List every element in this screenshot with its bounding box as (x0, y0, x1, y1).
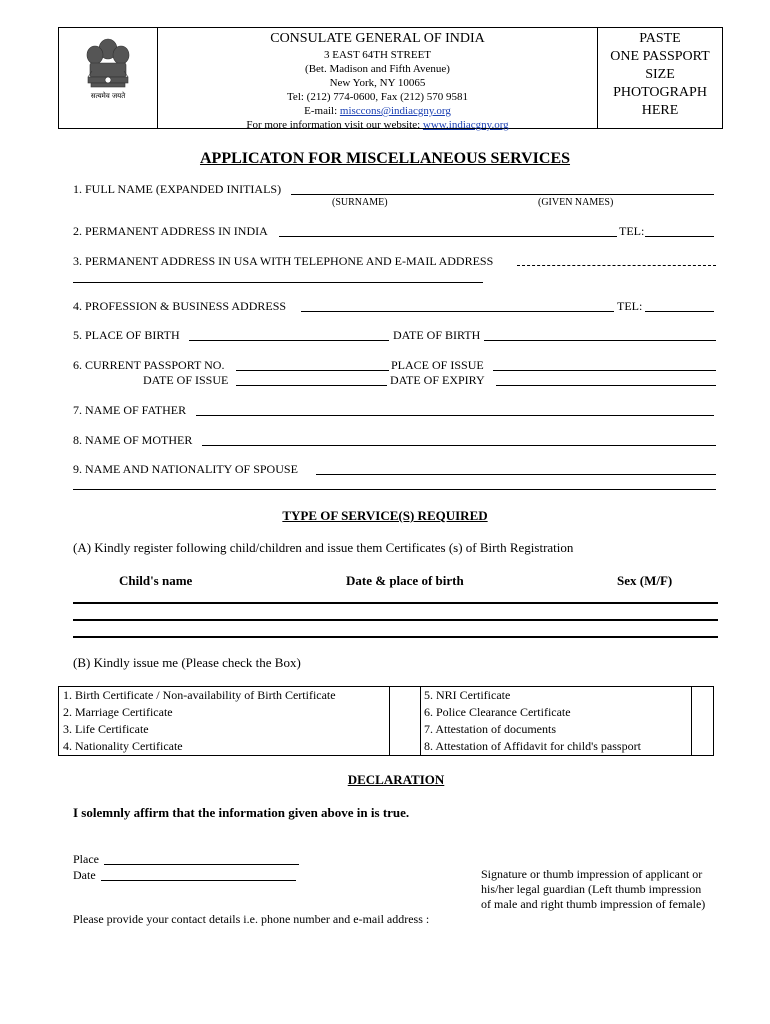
form-title: APPLICATON FOR MISCELLANEOUS SERVICES (199, 150, 571, 167)
date-of-birth-field[interactable] (484, 340, 716, 341)
photo-text-line: SIZE (645, 67, 675, 82)
india-tel-label: TEL: (619, 224, 645, 238)
child-row-2[interactable] (73, 619, 718, 621)
services-right-column (420, 687, 690, 755)
place-of-birth-label: 5. PLACE OF BIRTH (73, 328, 180, 342)
place-of-issue-label: PLACE OF ISSUE (391, 358, 484, 372)
service-item: 5. NRI Certificate (424, 688, 511, 702)
address-line-1: 3 EAST 64TH STREET (323, 49, 432, 61)
photo-text-line: PHOTOGRAPH (613, 85, 707, 100)
signature-note (481, 867, 705, 912)
signature-note-line: Signature or thumb impression of applicant or (481, 867, 703, 881)
surname-caption: (SURNAME) (332, 197, 388, 208)
place-of-issue-field[interactable] (493, 370, 716, 371)
passport-no-label: 6. CURRENT PASSPORT NO. (73, 358, 225, 372)
services-right-checkbox[interactable] (691, 687, 714, 755)
child-row-1[interactable] (73, 602, 718, 604)
passport-no-field[interactable] (236, 370, 389, 371)
profession-tel-label: TEL: (617, 299, 643, 313)
services-table (58, 686, 714, 756)
profession-field[interactable] (301, 311, 614, 312)
signature-note-line: his/her legal guardian (Left thumb impression (481, 882, 702, 896)
address-line-2: (Bet. Madison and Fifth Avenue) (305, 63, 450, 75)
service-item: 1. Birth Certificate / Non-availability of Birth Certificate (63, 688, 336, 702)
date-of-issue-label: DATE OF ISSUE (143, 373, 229, 387)
usa-address-field[interactable] (517, 265, 716, 266)
emblem-caption: सत्यमेव जयते (90, 92, 126, 100)
mother-name-field[interactable] (202, 445, 716, 446)
check-box-instruction: (B) Kindly issue me (Please check the Box) (73, 655, 301, 670)
email-label: E-mail: (304, 105, 340, 117)
tel-fax: Tel: (212) 774-0600, Fax (212) 570 9581 (286, 91, 468, 103)
consulate-address-block (158, 30, 597, 132)
profession-tel-field[interactable] (645, 311, 714, 312)
usa-address-field-line2[interactable] (73, 282, 483, 283)
child-row-3[interactable] (73, 636, 718, 638)
services-left-column (59, 687, 389, 755)
profession-label: 4. PROFESSION & BUSINESS ADDRESS (73, 299, 287, 313)
birth-registration-text: (A) Kindly register following child/children and issue them Certificates (s) of Birth Registration (73, 540, 574, 555)
website-row (158, 118, 597, 132)
date-of-expiry-label: DATE OF EXPIRY (390, 373, 485, 387)
mother-name-label: 8. NAME OF MOTHER (73, 433, 193, 447)
photo-text-line: PASTE (639, 31, 681, 46)
place-field[interactable] (104, 864, 299, 865)
service-item: 2. Marriage Certificate (63, 705, 173, 719)
national-emblem-icon (58, 27, 158, 129)
spouse-label: 9. NAME AND NATIONALITY OF SPOUSE (73, 462, 298, 476)
father-name-label: 7. NAME OF FATHER (73, 403, 187, 417)
photo-text-line: ONE PASSPORT (610, 49, 710, 64)
service-item: 7. Attestation of documents (424, 722, 556, 736)
india-tel-field[interactable] (645, 236, 714, 237)
email-link[interactable]: misccons@indiacgny.org (339, 105, 451, 117)
photo-text-line: HERE (641, 103, 679, 118)
services-heading: TYPE OF SERVICE(S) REQUIRED (282, 508, 488, 523)
website-link[interactable]: www.indiacgny.org (422, 119, 509, 131)
usa-address-label: 3. PERMANENT ADDRESS IN USA WITH TELEPHONE AND E-MAIL ADDRESS (73, 254, 494, 268)
service-item: 3. Life Certificate (63, 722, 149, 736)
emblem-cell (58, 27, 158, 129)
given-names-caption: (GIVEN NAMES) (538, 197, 614, 208)
col-child-name: Child's name (119, 573, 193, 588)
service-item: 8. Attestation of Affidavit for child's passport (424, 739, 641, 753)
col-sex: Sex (M/F) (617, 573, 673, 588)
photo-instruction (597, 30, 723, 120)
father-name-field[interactable] (196, 415, 714, 416)
service-item: 4. Nationality Certificate (63, 739, 183, 753)
date-field[interactable] (101, 880, 296, 881)
contact-note: Please provide your contact details i.e. phone number and e-mail address : (73, 912, 430, 926)
address-line-3: New York, NY 10065 (329, 77, 426, 89)
india-address-label: 2. PERMANENT ADDRESS IN INDIA (73, 224, 268, 238)
col-date-place: Date & place of birth (346, 573, 464, 588)
date-of-birth-label: DATE OF BIRTH (393, 328, 481, 342)
service-item: 6. Police Clearance Certificate (424, 705, 571, 719)
full-name-field[interactable] (291, 194, 714, 195)
date-of-expiry-field[interactable] (496, 385, 716, 386)
india-address-field[interactable] (279, 236, 617, 237)
declaration-heading: DECLARATION (347, 772, 445, 787)
place-of-birth-field[interactable] (189, 340, 389, 341)
signature-note-line: of male and right thumb impression of female) (481, 897, 706, 911)
full-name-label: 1. FULL NAME (EXPANDED INITIALS) (73, 182, 282, 196)
services-left-checkbox[interactable] (389, 687, 421, 755)
date-label: Date (73, 868, 96, 882)
declaration-statement: I solemnly affirm that the information given above in is true. (73, 805, 410, 820)
email-row (158, 104, 597, 118)
spouse-field[interactable] (316, 474, 716, 475)
spouse-field-line2[interactable] (73, 489, 716, 490)
place-label: Place (73, 852, 99, 866)
website-label: For more information visit our website: (246, 119, 423, 131)
date-of-issue-field[interactable] (236, 385, 387, 386)
consulate-name: CONSULATE GENERAL OF INDIA (270, 31, 485, 46)
